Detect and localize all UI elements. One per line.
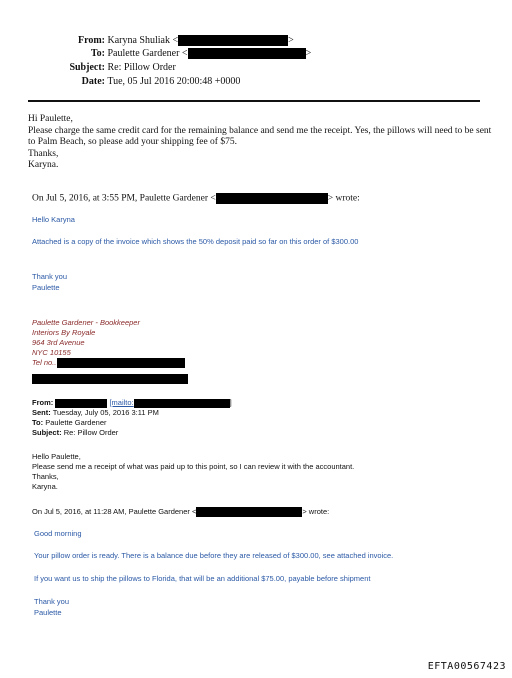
signature-tel: Tel no.. xyxy=(32,358,57,367)
quote2-greeting: Good morning xyxy=(34,529,82,538)
forward-subject-row xyxy=(32,428,232,438)
forward-signature: Karyna. xyxy=(32,482,58,491)
header-from-label: From: xyxy=(77,35,105,46)
header-to-tail: > xyxy=(305,48,312,59)
quote-hello: Hello Karyna xyxy=(32,215,75,224)
document-id: EFTA00567423 xyxy=(427,661,506,672)
quote2-line2: If you want us to ship the pillows to Florida, that will be an additional $75.00, payable before shipment xyxy=(34,574,371,583)
redaction-block xyxy=(55,399,107,408)
quote2-intro xyxy=(32,507,329,517)
message-signature: Karyna. xyxy=(28,160,59,170)
forward-closing: Thanks, xyxy=(32,472,59,481)
message-greeting: Hi Paulette, xyxy=(28,114,73,124)
signature-name-title: Paulette Gardener - Bookkeeper xyxy=(32,318,140,327)
redaction-block xyxy=(188,48,306,59)
forward-sent-label: Sent: xyxy=(32,408,51,417)
quote-intro-start: On Jul 5, 2016, at 3:55 PM, Paulette Gardener < xyxy=(32,193,216,204)
quote-attached-line: Attached is a copy of the invoice which shows the 50% deposit paid so far on this order of $300.00 xyxy=(32,237,359,246)
quote-name: Paulette xyxy=(32,283,60,292)
header-to-value: Paulette Gardener < xyxy=(107,48,188,59)
redaction-block xyxy=(134,399,230,408)
header-subject-label: Subject: xyxy=(69,62,105,73)
redaction-block xyxy=(178,35,288,46)
forward-from-row xyxy=(32,398,232,408)
forward-body xyxy=(32,452,354,492)
signature-city: NYC 10155 xyxy=(32,348,71,357)
quote2-name: Paulette xyxy=(34,608,62,617)
header-from-row xyxy=(40,34,294,47)
forward-to-label: To: xyxy=(32,418,44,427)
forward-mailto-link[interactable]: [mailto: xyxy=(109,398,134,407)
header-to-label: To: xyxy=(90,48,105,59)
forward-to-value: Paulette Gardener xyxy=(45,418,107,427)
forward-header xyxy=(32,398,232,438)
quote-intro xyxy=(32,193,360,204)
redaction-block xyxy=(57,358,185,368)
quote2-thanks: Thank you xyxy=(34,597,70,606)
header-to-row xyxy=(40,47,311,60)
quote2-intro-end: > wrote: xyxy=(302,507,330,516)
signature-tel-row xyxy=(32,358,185,368)
header-date-label: Date: xyxy=(81,76,105,87)
header-from-tail: > xyxy=(288,35,294,46)
quote-thanks: Thank you xyxy=(32,272,68,281)
message-closing: Thanks, xyxy=(28,148,59,159)
forward-sent-value: Tuesday, July 05, 2016 3:11 PM xyxy=(52,408,159,417)
quote2-intro-start: On Jul 5, 2016, at 11:28 AM, Paulette Gardener < xyxy=(32,507,197,516)
forward-hello: Hello Paulette, xyxy=(32,452,81,461)
header-from-value: Karyna Shuliak < xyxy=(107,35,179,46)
signature-street: 964 3rd Avenue xyxy=(32,338,85,347)
quote-intro-end: > wrote: xyxy=(327,193,360,204)
redaction-block xyxy=(196,507,302,517)
forward-subject-value: Re: Pillow Order xyxy=(63,428,119,437)
forward-subject-label: Subject: xyxy=(32,428,62,437)
forward-text: Please send me a receipt of what was paid up to this point, so I can review it with the accountant. xyxy=(32,462,355,471)
header-subject-row xyxy=(40,61,176,74)
header-subject-value: Re: Pillow Order xyxy=(107,62,176,73)
quote2-line1: Your pillow order is ready. There is a balance due before they are released of $300.00, see attached invoice. xyxy=(34,551,394,560)
forward-to-row xyxy=(32,418,232,428)
header-divider xyxy=(28,100,480,102)
header-date-row xyxy=(40,75,240,88)
redaction-block xyxy=(216,193,328,204)
signature-block xyxy=(32,318,185,368)
forward-sent-row xyxy=(32,408,232,418)
forward-from-label: From: xyxy=(32,398,54,407)
signature-company: Interiors By Royale xyxy=(32,328,96,337)
message-text: Please charge the same credit card for the remaining balance and send me the receipt. Yes, the pillows will need to be sent to Palm Beach, so please add your shipping fee of $75. xyxy=(28,125,492,147)
header-date-value: Tue, 05 Jul 2016 20:00:48 +0000 xyxy=(107,76,241,87)
redaction-block xyxy=(32,374,188,384)
message-body xyxy=(28,114,498,172)
forward-mailto-end: ] xyxy=(229,398,232,407)
